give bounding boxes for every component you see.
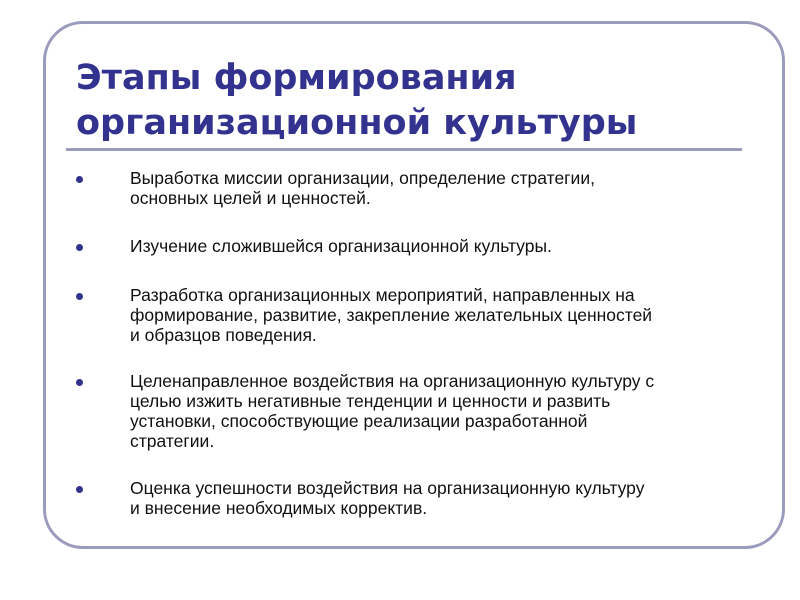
bullet-line: Целенаправленное воздействия на организационную культуру с [130,371,655,391]
slide-title-line-1: Этапы формирования [76,58,517,98]
slide-title [76,56,756,146]
bullet-dot-icon [76,379,83,386]
bullet-text-3 [130,285,742,345]
bullet-line: основных целей и ценностей. [130,188,371,208]
bullet-line: установки, способствующие реализации разработанной [130,411,588,431]
bullet-text-5 [130,478,742,518]
bullet-dot-icon [76,486,83,493]
bullet-line: Разработка организационных мероприятий, направленных на [130,285,635,305]
bullet-line: Выработка миссии организации, определение стратегии, [130,168,595,188]
bullet-dot-icon [76,244,83,251]
title-divider [66,148,742,151]
bullet-line: Изучение сложившейся организационной культуры. [130,236,552,256]
bullet-text-2 [130,236,742,256]
bullet-line: формирование, развитие, закрепление желательных ценностей [130,305,653,325]
bullet-line: и внесение необходимых корректив. [130,498,428,518]
bullet-line: и образцов поведения. [130,325,317,345]
bullet-dot-icon [76,176,83,183]
bullet-line: Оценка успешности воздействия на организационную культуру [130,478,645,498]
bullet-line: стратегии. [130,431,215,451]
slide-title-line-2: организационной культуры [76,103,638,143]
bullet-line: целью изжить негативные тенденции и ценности и развить [130,391,611,411]
bullet-text-1 [130,168,742,208]
bullet-text-4 [130,371,742,451]
bullet-dot-icon [76,293,83,300]
